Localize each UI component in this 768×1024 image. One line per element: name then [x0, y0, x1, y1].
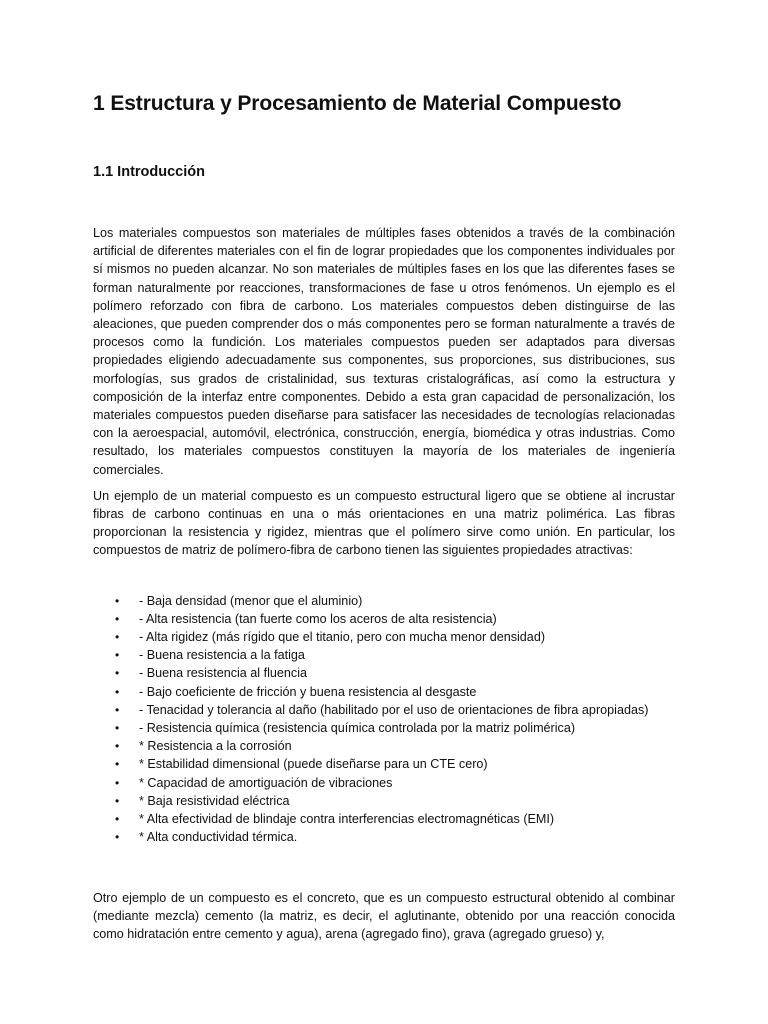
- list-item-text: - Alta rigidez (más rígido que el titanio, pero con mucha menor densidad): [139, 630, 546, 645]
- list-item-text: - Tenacidad y tolerancia al daño (habilitado por el uso de orientaciones de fibra apropiadas): [139, 702, 649, 717]
- bullet-marker: •: [115, 830, 120, 845]
- paragraph-intro: Los materiales compuestos son materiales de múltiples fases obtenidos a través de la combinación artificial de diferentes materiales con el fin de lograr propiedades que los componentes individuales por sí mismos no pueden alcanzar. No son materiales de múltiples fases en los que las diferentes fases se forman naturalmente por reacciones, transformaciones de fase u otros fenómenos. Un ejemplo es el polímero reforzado con fibra de carbono. Los materiales compuestos deben distinguirse de las aleaciones, que pueden comprender dos o más componentes pero se forman naturalmente a través de procesos como la fundición. Los materiales compuestos pueden ser adaptados para diversas propiedades eligiendo adecuadamente sus componentes, sus proporciones, sus distribuciones, sus morfologías, sus grados de cristalinidad, sus texturas cristalográficas, así como la estructura y composición de la interfaz entre componentes. Debido a esta gran capacidad de personalización, los materiales compuestos pueden diseñarse para satisfacer las necesidades de tecnologías relacionadas con la aeroespacial, automóvil, electrónica, construcción, energía, biomédica y otras industrias. Como resultado, los materiales compuestos constituyen la mayoría de los materiales de ingeniería comerciales.: [93, 226, 675, 477]
- list-item: [93, 755, 675, 773]
- bullet-marker: •: [115, 611, 120, 626]
- bullet-marker: •: [115, 666, 120, 681]
- section-heading: 1.1 Introducción: [93, 164, 205, 180]
- bullet-marker: •: [115, 775, 120, 790]
- list-item: [93, 792, 675, 810]
- bullet-marker: •: [115, 648, 120, 663]
- list-item: [93, 628, 675, 646]
- paragraph-example: Un ejemplo de un material compuesto es un compuesto estructural ligero que se obtiene al incrustar fibras de carbono continuas en una o más orientaciones en una matriz polimérica. Las fibras proporcionan la resistencia y rigidez, mientras que el polímero sirve como unión. En particular, los compuestos de matriz de polímero-fibra de carbono tienen las siguientes propiedades atractivas:: [93, 488, 675, 558]
- paragraph-concrete: Otro ejemplo de un compuesto es el concreto, que es un compuesto estructural obtenido al combinar (mediante mezcla) cemento (la matriz, es decir, el aglutinante, obtenido por una reacción conocida como hidratación entre cemento y agua), arena (agregado fino), grava (agregado grueso) y,: [93, 890, 675, 941]
- list-item: [93, 664, 675, 682]
- bullet-marker: •: [115, 757, 120, 772]
- list-item-text: * Estabilidad dimensional (puede diseñarse para un CTE cero): [139, 757, 488, 772]
- list-item-text: - Buena resistencia al fluencia: [139, 666, 308, 681]
- bullet-marker: •: [115, 593, 120, 608]
- bullet-marker: •: [115, 721, 120, 736]
- list-item-text: - Baja densidad (menor que el aluminio): [139, 593, 363, 608]
- list-item: [93, 683, 675, 701]
- list-item: [93, 828, 675, 846]
- list-item-text: * Capacidad de amortiguación de vibraciones: [139, 775, 393, 790]
- bullet-marker: •: [115, 702, 120, 717]
- list-item-text: * Baja resistividad eléctrica: [139, 793, 290, 808]
- list-item-text: - Resistencia química (resistencia química controlada por la matriz polimérica): [139, 721, 576, 736]
- list-item: [93, 774, 675, 792]
- list-item-text: * Alta conductividad térmica.: [139, 830, 298, 845]
- list-item-text: * Alta efectividad de blindaje contra interferencias electromagnéticas (EMI): [139, 812, 555, 827]
- list-item-text: - Buena resistencia a la fatiga: [139, 648, 305, 663]
- list-item: [93, 810, 675, 828]
- bullet-marker: •: [115, 630, 120, 645]
- list-item: [93, 592, 675, 610]
- list-item-text: * Resistencia a la corrosión: [139, 739, 292, 754]
- document-content: [93, 90, 675, 943]
- list-item: [93, 719, 675, 737]
- list-item: [93, 737, 675, 755]
- properties-list: [93, 592, 675, 847]
- bullet-marker: •: [115, 739, 120, 754]
- list-item: [93, 646, 675, 664]
- list-item: [93, 701, 675, 719]
- bullet-marker: •: [115, 812, 120, 827]
- bullet-marker: •: [115, 684, 120, 699]
- list-item-text: - Bajo coeficiente de fricción y buena resistencia al desgaste: [139, 684, 477, 699]
- document-title: 1 Estructura y Procesamiento de Material Compuesto: [93, 92, 622, 115]
- list-item: [93, 610, 675, 628]
- bullet-marker: •: [115, 793, 120, 808]
- list-item-text: - Alta resistencia (tan fuerte como los aceros de alta resistencia): [139, 611, 497, 626]
